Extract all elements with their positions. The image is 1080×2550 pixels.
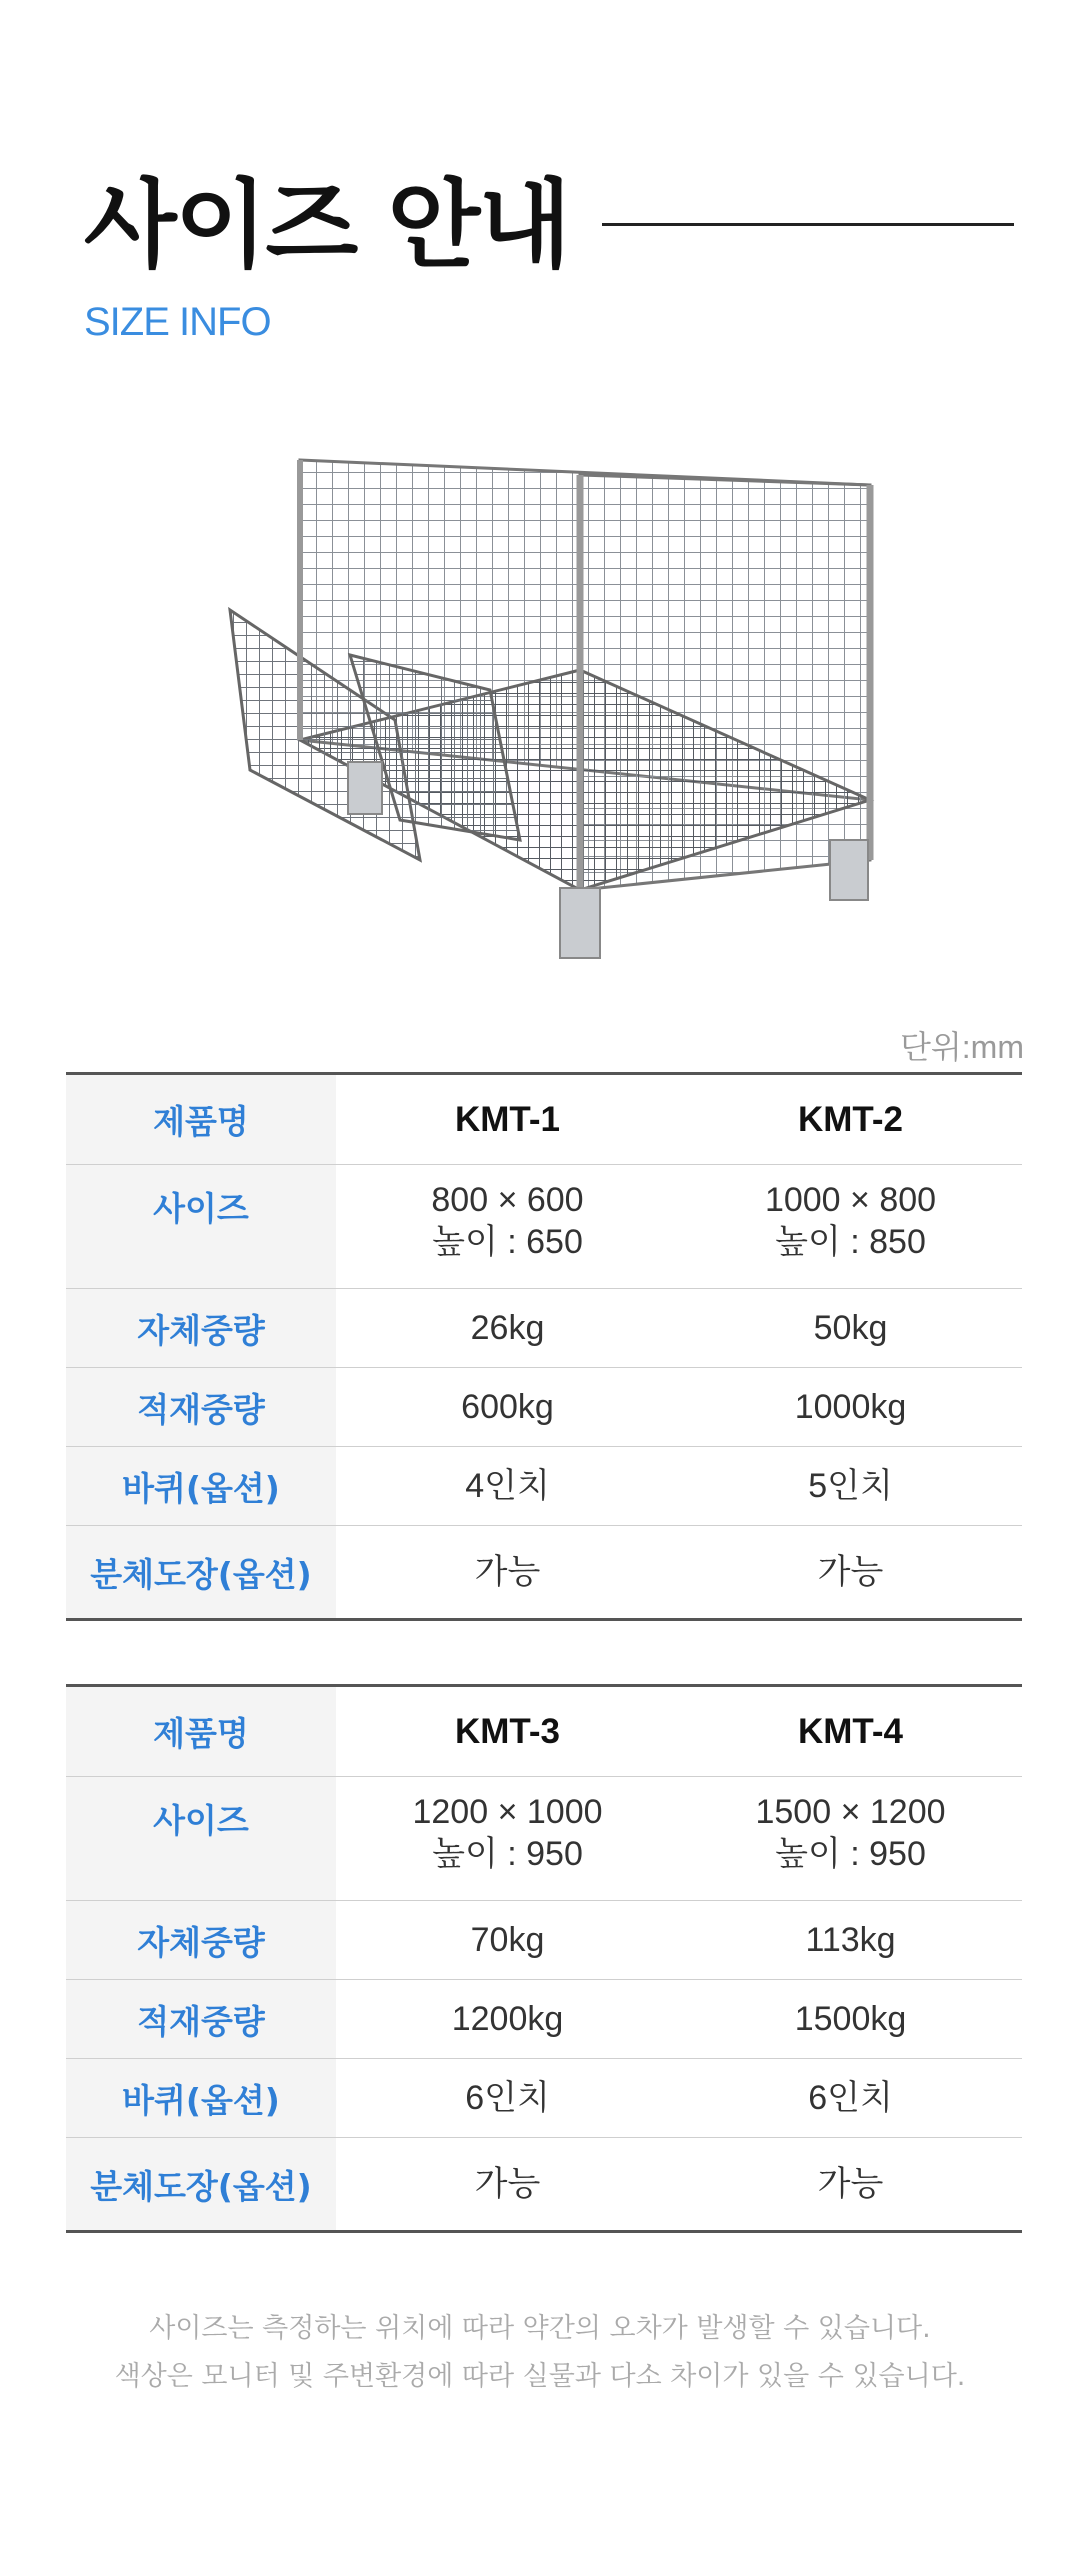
size-height: 높이 : 850: [775, 1223, 926, 1261]
row-label-name: 제품명: [66, 1074, 336, 1165]
coating-value: 가능: [474, 2165, 541, 2203]
coating-value: 가능: [817, 1553, 884, 1591]
size-height: 높이 : 950: [432, 1835, 583, 1873]
size-dimensions: 1000 × 800: [764, 1181, 937, 1219]
self-weight-value: 50kg: [679, 1289, 1022, 1368]
spec-table-1: [66, 1072, 1022, 1621]
page-header: [84, 165, 1014, 365]
table-row: [66, 1074, 1022, 1165]
table-row: [66, 1447, 1022, 1526]
table-row: [66, 1165, 1022, 1289]
table-row: [66, 1980, 1022, 2059]
row-label-self-weight: 자체중량: [66, 1901, 336, 1980]
page-title: 사이즈 안내: [84, 169, 570, 281]
page-subtitle: SIZE INFO: [84, 300, 271, 344]
load-weight-value: 600kg: [336, 1368, 679, 1447]
row-label-coating: 분체도장(옵션): [66, 1526, 336, 1620]
row-label-wheel: 바퀴(옵션): [66, 2059, 336, 2138]
footer-note-size: 사이즈는 측정하는 위치에 따라 약간의 오차가 발생할 수 있습니다.: [149, 2313, 931, 2344]
size-height: 높이 : 950: [775, 1835, 926, 1873]
size-height: 높이 : 650: [432, 1223, 583, 1261]
row-label-wheel: 바퀴(옵션): [66, 1447, 336, 1526]
row-label-load-weight: 적재중량: [66, 1980, 336, 2059]
coating-value: 가능: [817, 2165, 884, 2203]
row-label-size: 사이즈: [66, 1165, 336, 1289]
unit-label: 단위:mm: [899, 1029, 1024, 1065]
self-weight-value: 26kg: [336, 1289, 679, 1368]
spec-table-2: [66, 1684, 1022, 2233]
product-name: KMT-2: [679, 1074, 1022, 1165]
row-label-load-weight: 적재중량: [66, 1368, 336, 1447]
size-dimensions: 800 × 600: [431, 1181, 584, 1219]
load-weight-value: 1500kg: [679, 1980, 1022, 2059]
size-cell: [679, 1777, 1022, 1901]
product-name: KMT-4: [679, 1686, 1022, 1777]
table-row: [66, 1289, 1022, 1368]
wheel-value: 4인치: [336, 1447, 679, 1526]
footer-notice: [0, 2305, 1080, 2401]
table-row: [66, 2059, 1022, 2138]
wheel-value: 6인치: [336, 2059, 679, 2138]
coating-value: 가능: [474, 1553, 541, 1591]
size-dimensions: 1200 × 1000: [412, 1793, 603, 1831]
size-dimensions: 1500 × 1200: [755, 1793, 946, 1831]
wire-mesh-container-image: [220, 440, 880, 980]
title-divider: [602, 223, 1014, 226]
row-label-self-weight: 자체중량: [66, 1289, 336, 1368]
product-name: KMT-1: [336, 1074, 679, 1165]
row-label-size: 사이즈: [66, 1777, 336, 1901]
table-row: [66, 1901, 1022, 1980]
table-row: [66, 1526, 1022, 1620]
self-weight-value: 113kg: [679, 1901, 1022, 1980]
wheel-value: 6인치: [679, 2059, 1022, 2138]
table-row: [66, 1368, 1022, 1447]
row-label-name: 제품명: [66, 1686, 336, 1777]
product-name: KMT-3: [336, 1686, 679, 1777]
table-row: [66, 2138, 1022, 2232]
self-weight-value: 70kg: [336, 1901, 679, 1980]
load-weight-value: 1200kg: [336, 1980, 679, 2059]
table-row: [66, 1777, 1022, 1901]
size-cell: [336, 1165, 679, 1289]
load-weight-value: 1000kg: [679, 1368, 1022, 1447]
wheel-value: 5인치: [679, 1447, 1022, 1526]
footer-note-color: 색상은 모니터 및 주변환경에 따라 실물과 다소 차이가 있을 수 있습니다.: [114, 2361, 966, 2392]
row-label-coating: 분체도장(옵션): [66, 2138, 336, 2232]
table-row: [66, 1686, 1022, 1777]
size-cell: [679, 1165, 1022, 1289]
size-cell: [336, 1777, 679, 1901]
